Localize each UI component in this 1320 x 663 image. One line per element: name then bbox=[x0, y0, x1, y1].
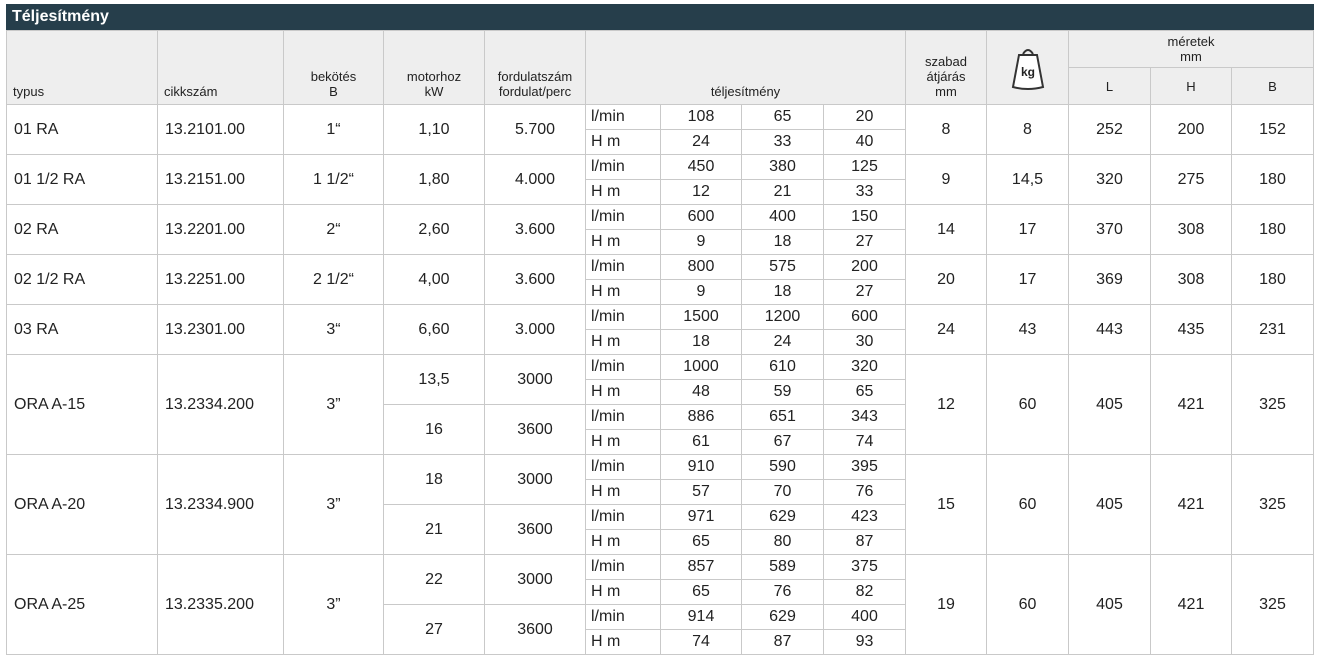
cell-szabad-atjaras: 12 bbox=[906, 355, 987, 455]
cell-fordulatszam: 3600 bbox=[485, 505, 586, 555]
cell-hm-value: 21 bbox=[742, 180, 824, 205]
cell-bekotes: 2“ bbox=[284, 205, 384, 255]
cell-motorhoz: 18 bbox=[384, 455, 485, 505]
cell-B: 180 bbox=[1232, 155, 1314, 205]
cell-lmin-value: 629 bbox=[742, 505, 824, 530]
table-row bbox=[7, 555, 1314, 580]
cell-hm-value: 40 bbox=[824, 130, 906, 155]
cell-fordulatszam: 4.000 bbox=[485, 155, 586, 205]
cell-szabad-atjaras: 15 bbox=[906, 455, 987, 555]
cell-lmin-value: 589 bbox=[742, 555, 824, 580]
cell-hm-value: 80 bbox=[742, 530, 824, 555]
header-meretek: méretek mm bbox=[1069, 31, 1314, 68]
table-row bbox=[7, 255, 1314, 280]
cell-unit-hm: H m bbox=[586, 630, 661, 655]
cell-hm-value: 59 bbox=[742, 380, 824, 405]
cell-unit-lmin: l/min bbox=[586, 405, 661, 430]
cell-lmin-value: 200 bbox=[824, 255, 906, 280]
cell-lmin-value: 629 bbox=[742, 605, 824, 630]
cell-lmin-value: 600 bbox=[824, 305, 906, 330]
cell-hm-value: 18 bbox=[742, 280, 824, 305]
cell-B: 231 bbox=[1232, 305, 1314, 355]
cell-hm-value: 24 bbox=[661, 130, 742, 155]
cell-unit-lmin: l/min bbox=[586, 505, 661, 530]
cell-hm-value: 12 bbox=[661, 180, 742, 205]
cell-lmin-value: 395 bbox=[824, 455, 906, 480]
table-row bbox=[7, 205, 1314, 230]
cell-motorhoz: 1,10 bbox=[384, 105, 485, 155]
table-row bbox=[7, 355, 1314, 380]
cell-cikkszam: 13.2201.00 bbox=[158, 205, 284, 255]
table-row bbox=[7, 305, 1314, 330]
cell-hm-value: 82 bbox=[824, 580, 906, 605]
header-H: H bbox=[1151, 68, 1232, 105]
cell-weight: 17 bbox=[987, 255, 1069, 305]
header-motorhoz: motorhoz kW bbox=[384, 31, 485, 105]
kg-weight-icon bbox=[1011, 45, 1045, 91]
cell-motorhoz: 21 bbox=[384, 505, 485, 555]
cell-typus: ORA A-15 bbox=[7, 355, 158, 455]
cell-hm-value: 65 bbox=[661, 530, 742, 555]
cell-fordulatszam: 3.000 bbox=[485, 305, 586, 355]
cell-motorhoz: 22 bbox=[384, 555, 485, 605]
cell-hm-value: 70 bbox=[742, 480, 824, 505]
cell-unit-lmin: l/min bbox=[586, 555, 661, 580]
cell-unit-hm: H m bbox=[586, 380, 661, 405]
cell-H: 275 bbox=[1151, 155, 1232, 205]
cell-szabad-atjaras: 20 bbox=[906, 255, 987, 305]
cell-hm-value: 9 bbox=[661, 230, 742, 255]
cell-unit-hm: H m bbox=[586, 480, 661, 505]
cell-lmin-value: 800 bbox=[661, 255, 742, 280]
cell-lmin-value: 150 bbox=[824, 205, 906, 230]
cell-L: 370 bbox=[1069, 205, 1151, 255]
cell-fordulatszam: 3.600 bbox=[485, 205, 586, 255]
cell-weight: 60 bbox=[987, 555, 1069, 655]
cell-bekotes: 3” bbox=[284, 355, 384, 455]
header-B: B bbox=[1232, 68, 1314, 105]
cell-motorhoz: 16 bbox=[384, 405, 485, 455]
cell-lmin-value: 20 bbox=[824, 105, 906, 130]
cell-hm-value: 65 bbox=[824, 380, 906, 405]
cell-lmin-value: 108 bbox=[661, 105, 742, 130]
cell-lmin-value: 600 bbox=[661, 205, 742, 230]
cell-hm-value: 27 bbox=[824, 280, 906, 305]
cell-B: 325 bbox=[1232, 355, 1314, 455]
cell-lmin-value: 1500 bbox=[661, 305, 742, 330]
cell-B: 152 bbox=[1232, 105, 1314, 155]
header-teljesitmeny: téljesítmény bbox=[586, 31, 906, 105]
cell-L: 405 bbox=[1069, 455, 1151, 555]
table-row bbox=[7, 455, 1314, 480]
cell-bekotes: 1“ bbox=[284, 105, 384, 155]
header-L: L bbox=[1069, 68, 1151, 105]
cell-unit-hm: H m bbox=[586, 530, 661, 555]
kg-label: kg bbox=[1020, 64, 1035, 79]
cell-lmin-value: 375 bbox=[824, 555, 906, 580]
cell-weight: 60 bbox=[987, 355, 1069, 455]
cell-lmin-value: 400 bbox=[742, 205, 824, 230]
cell-fordulatszam: 5.700 bbox=[485, 105, 586, 155]
header-bekotes: bekötés B bbox=[284, 31, 384, 105]
cell-fordulatszam: 3.600 bbox=[485, 255, 586, 305]
table-row bbox=[7, 105, 1314, 130]
header-szabad-atjaras: szabad átjárás mm bbox=[906, 31, 987, 105]
cell-unit-hm: H m bbox=[586, 280, 661, 305]
cell-unit-lmin: l/min bbox=[586, 605, 661, 630]
cell-cikkszam: 13.2151.00 bbox=[158, 155, 284, 205]
table-title: Téljesítmény bbox=[6, 4, 1314, 30]
cell-motorhoz: 27 bbox=[384, 605, 485, 655]
cell-hm-value: 24 bbox=[742, 330, 824, 355]
cell-unit-hm: H m bbox=[586, 230, 661, 255]
cell-hm-value: 30 bbox=[824, 330, 906, 355]
cell-hm-value: 87 bbox=[824, 530, 906, 555]
cell-szabad-atjaras: 14 bbox=[906, 205, 987, 255]
cell-cikkszam: 13.2334.200 bbox=[158, 355, 284, 455]
cell-weight: 43 bbox=[987, 305, 1069, 355]
cell-lmin-value: 651 bbox=[742, 405, 824, 430]
cell-szabad-atjaras: 24 bbox=[906, 305, 987, 355]
cell-unit-lmin: l/min bbox=[586, 105, 661, 130]
cell-lmin-value: 343 bbox=[824, 405, 906, 430]
cell-motorhoz: 13,5 bbox=[384, 355, 485, 405]
cell-unit-lmin: l/min bbox=[586, 205, 661, 230]
cell-H: 421 bbox=[1151, 355, 1232, 455]
table-body bbox=[7, 105, 1314, 655]
cell-weight: 60 bbox=[987, 455, 1069, 555]
cell-bekotes: 3” bbox=[284, 555, 384, 655]
cell-B: 325 bbox=[1232, 455, 1314, 555]
cell-typus: 02 1/2 RA bbox=[7, 255, 158, 305]
cell-hm-value: 57 bbox=[661, 480, 742, 505]
cell-hm-value: 33 bbox=[742, 130, 824, 155]
cell-cikkszam: 13.2101.00 bbox=[158, 105, 284, 155]
cell-H: 308 bbox=[1151, 255, 1232, 305]
cell-hm-value: 76 bbox=[742, 580, 824, 605]
cell-motorhoz: 4,00 bbox=[384, 255, 485, 305]
cell-typus: 01 1/2 RA bbox=[7, 155, 158, 205]
cell-lmin-value: 590 bbox=[742, 455, 824, 480]
header-fordulatszam: fordulatszám fordulat/perc bbox=[485, 31, 586, 105]
cell-weight: 17 bbox=[987, 205, 1069, 255]
cell-lmin-value: 400 bbox=[824, 605, 906, 630]
cell-hm-value: 33 bbox=[824, 180, 906, 205]
cell-bekotes: 2 1/2“ bbox=[284, 255, 384, 305]
cell-fordulatszam: 3000 bbox=[485, 555, 586, 605]
cell-hm-value: 93 bbox=[824, 630, 906, 655]
cell-L: 405 bbox=[1069, 355, 1151, 455]
cell-lmin-value: 914 bbox=[661, 605, 742, 630]
cell-unit-hm: H m bbox=[586, 430, 661, 455]
cell-H: 421 bbox=[1151, 555, 1232, 655]
cell-unit-lmin: l/min bbox=[586, 155, 661, 180]
cell-typus: ORA A-25 bbox=[7, 555, 158, 655]
cell-unit-hm: H m bbox=[586, 330, 661, 355]
cell-B: 325 bbox=[1232, 555, 1314, 655]
cell-hm-value: 18 bbox=[742, 230, 824, 255]
header-weight bbox=[987, 31, 1069, 105]
cell-hm-value: 27 bbox=[824, 230, 906, 255]
cell-B: 180 bbox=[1232, 255, 1314, 305]
cell-L: 369 bbox=[1069, 255, 1151, 305]
cell-lmin-value: 65 bbox=[742, 105, 824, 130]
cell-cikkszam: 13.2334.900 bbox=[158, 455, 284, 555]
cell-typus: ORA A-20 bbox=[7, 455, 158, 555]
cell-unit-lmin: l/min bbox=[586, 355, 661, 380]
cell-lmin-value: 610 bbox=[742, 355, 824, 380]
header-typus: typus bbox=[7, 31, 158, 105]
cell-hm-value: 65 bbox=[661, 580, 742, 605]
cell-szabad-atjaras: 9 bbox=[906, 155, 987, 205]
cell-unit-hm: H m bbox=[586, 180, 661, 205]
cell-cikkszam: 13.2251.00 bbox=[158, 255, 284, 305]
cell-lmin-value: 1200 bbox=[742, 305, 824, 330]
table-row bbox=[7, 155, 1314, 180]
cell-unit-lmin: l/min bbox=[586, 305, 661, 330]
cell-hm-value: 48 bbox=[661, 380, 742, 405]
cell-lmin-value: 125 bbox=[824, 155, 906, 180]
cell-hm-value: 74 bbox=[824, 430, 906, 455]
cell-hm-value: 67 bbox=[742, 430, 824, 455]
cell-hm-value: 61 bbox=[661, 430, 742, 455]
cell-motorhoz: 6,60 bbox=[384, 305, 485, 355]
cell-motorhoz: 1,80 bbox=[384, 155, 485, 205]
cell-hm-value: 76 bbox=[824, 480, 906, 505]
cell-bekotes: 3” bbox=[284, 455, 384, 555]
cell-L: 320 bbox=[1069, 155, 1151, 205]
cell-lmin-value: 575 bbox=[742, 255, 824, 280]
cell-lmin-value: 450 bbox=[661, 155, 742, 180]
cell-unit-lmin: l/min bbox=[586, 455, 661, 480]
cell-cikkszam: 13.2335.200 bbox=[158, 555, 284, 655]
cell-szabad-atjaras: 8 bbox=[906, 105, 987, 155]
performance-table-panel bbox=[6, 4, 1314, 655]
cell-lmin-value: 1000 bbox=[661, 355, 742, 380]
cell-H: 421 bbox=[1151, 455, 1232, 555]
cell-typus: 03 RA bbox=[7, 305, 158, 355]
cell-L: 405 bbox=[1069, 555, 1151, 655]
cell-typus: 01 RA bbox=[7, 105, 158, 155]
cell-bekotes: 3“ bbox=[284, 305, 384, 355]
cell-hm-value: 18 bbox=[661, 330, 742, 355]
cell-H: 435 bbox=[1151, 305, 1232, 355]
cell-fordulatszam: 3000 bbox=[485, 355, 586, 405]
cell-unit-hm: H m bbox=[586, 580, 661, 605]
cell-bekotes: 1 1/2“ bbox=[284, 155, 384, 205]
cell-L: 252 bbox=[1069, 105, 1151, 155]
cell-H: 308 bbox=[1151, 205, 1232, 255]
performance-table bbox=[6, 30, 1314, 655]
cell-typus: 02 RA bbox=[7, 205, 158, 255]
cell-fordulatszam: 3600 bbox=[485, 605, 586, 655]
cell-H: 200 bbox=[1151, 105, 1232, 155]
cell-hm-value: 87 bbox=[742, 630, 824, 655]
cell-szabad-atjaras: 19 bbox=[906, 555, 987, 655]
cell-B: 180 bbox=[1232, 205, 1314, 255]
header-cikkszam: cikkszám bbox=[158, 31, 284, 105]
cell-weight: 8 bbox=[987, 105, 1069, 155]
cell-hm-value: 74 bbox=[661, 630, 742, 655]
cell-lmin-value: 380 bbox=[742, 155, 824, 180]
cell-motorhoz: 2,60 bbox=[384, 205, 485, 255]
cell-lmin-value: 886 bbox=[661, 405, 742, 430]
cell-hm-value: 9 bbox=[661, 280, 742, 305]
cell-cikkszam: 13.2301.00 bbox=[158, 305, 284, 355]
cell-lmin-value: 910 bbox=[661, 455, 742, 480]
cell-lmin-value: 971 bbox=[661, 505, 742, 530]
cell-unit-hm: H m bbox=[586, 130, 661, 155]
cell-unit-lmin: l/min bbox=[586, 255, 661, 280]
cell-L: 443 bbox=[1069, 305, 1151, 355]
cell-lmin-value: 320 bbox=[824, 355, 906, 380]
cell-lmin-value: 423 bbox=[824, 505, 906, 530]
cell-lmin-value: 857 bbox=[661, 555, 742, 580]
cell-fordulatszam: 3600 bbox=[485, 405, 586, 455]
cell-weight: 14,5 bbox=[987, 155, 1069, 205]
cell-fordulatszam: 3000 bbox=[485, 455, 586, 505]
